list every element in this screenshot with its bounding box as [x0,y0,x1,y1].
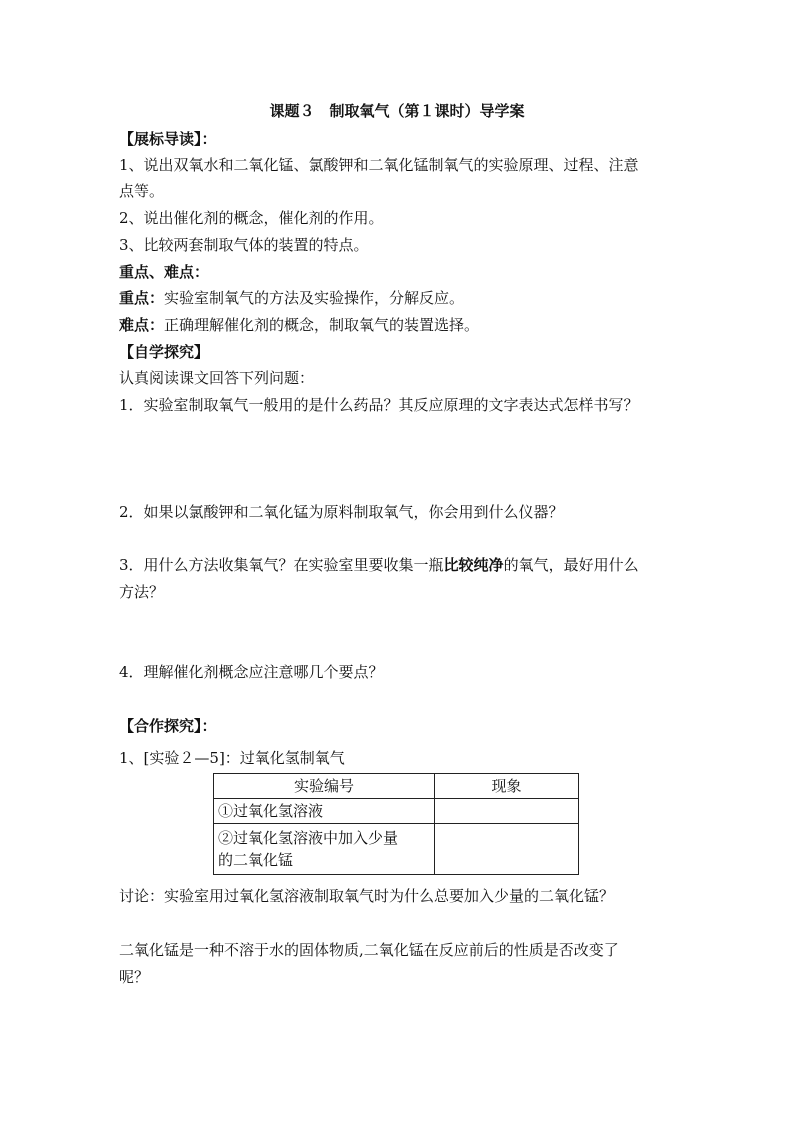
goal-2: 2、说出催化剂的概念，催化剂的作用。 [119,209,384,227]
goals-heading: 【展标导读】： [119,130,217,148]
self-study-heading: 【自学探究】 [119,343,210,361]
row-2-experiment [214,824,435,875]
header-experiment-number: 实验编号 [214,774,435,799]
page-title: 课题３ 制取氧气（第１课时）导学案 [269,102,525,120]
table-row [214,824,579,875]
row-2-experiment-line-2: 的二氧化锰 [218,851,294,869]
question-3-line-1 [119,555,639,575]
row-2-experiment-line-1: ②过氧化氢溶液中加入少量 [218,829,399,847]
final-question-line-1: 二氧化锰是一种不溶于水的固体物质,二氧化锰在反应前后的性质是否改变了 [119,941,619,959]
question-3-line-2: 方法？ [119,583,165,601]
question-4: 4．理解催化剂概念应注意哪几个要点？ [119,663,384,681]
question-3-emphasis: 比较纯净 [443,556,504,574]
goal-1-line-1: 1、说出双氧水和二氧化锰、氯酸钾和二氧化锰制氧气的实验原理、过程、注意 [119,156,639,174]
row-2-phenomenon-cell[interactable] [435,824,579,875]
row-1-phenomenon-cell[interactable] [435,799,579,824]
difficulty-text: 正确理解催化剂的概念，制取氧气的装置选择。 [164,316,480,334]
header-phenomenon: 现象 [435,774,579,799]
key-point-line [119,288,464,308]
key-points-heading: 重点、难点： [119,263,210,281]
key-point-label: 重点： [119,289,165,307]
key-point-text: 实验室制氧气的方法及实验操作，分解反应。 [164,289,465,307]
table-header-row [214,774,579,799]
experiment-table [213,773,579,875]
question-3-text-b: 的氧气，最好用什么 [503,556,639,574]
goal-3: 3、比较两套制取气体的装置的特点。 [119,236,369,254]
self-study-intro: 认真阅读课文回答下列问题： [119,369,315,387]
row-1-experiment: ①过氧化氢溶液 [214,799,435,824]
final-question-line-2: 呢？ [119,968,150,986]
question-3-text-a: 3．用什么方法收集氧气？在实验室里要收集一瓶 [119,556,444,574]
goal-1-line-2: 点等。 [119,182,165,200]
question-1: 1．实验室制取氧气一般用的是什么药品？其反应原理的文字表达式怎样书写？ [119,396,639,414]
question-2: 2．如果以氯酸钾和二氧化锰为原料制取氧气，你会用到什么仪器？ [119,503,564,521]
difficulty-line [119,315,479,335]
discussion-question: 讨论：实验室用过氧化氢溶液制取氧气时为什么总要加入少量的二氧化锰？ [119,887,615,905]
cooperative-heading: 【合作探究】： [119,717,217,735]
difficulty-label: 难点： [119,316,165,334]
table-row [214,799,579,824]
experiment-title: 1、[实验２—5]：过氧化氢制氧气 [119,749,345,767]
